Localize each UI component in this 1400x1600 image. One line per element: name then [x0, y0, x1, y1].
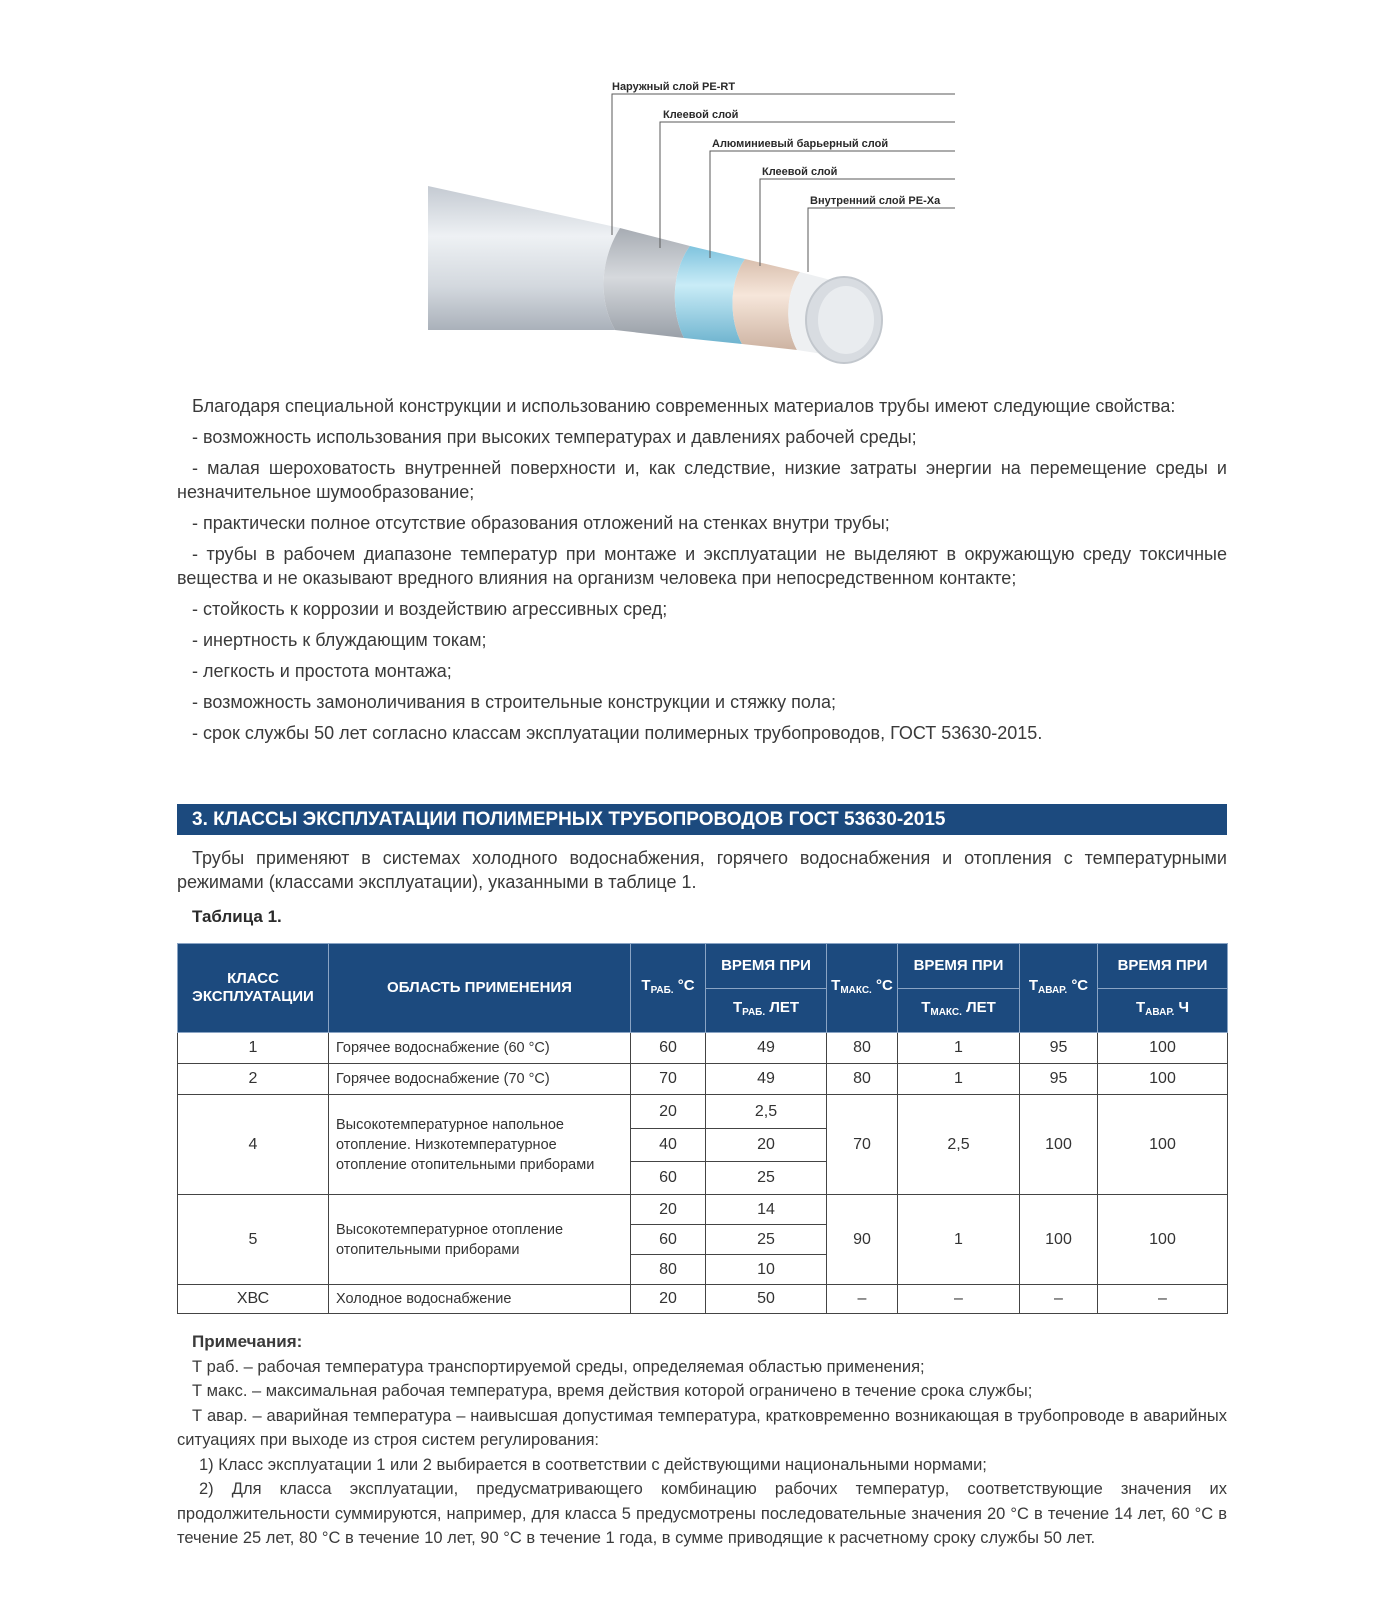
table-row — [178, 1064, 1228, 1095]
cell-time-emergency: 100 — [1098, 1195, 1228, 1285]
property-item: - возможность замоноличивания в строительные конструкции и стяжку пола; — [192, 692, 837, 712]
cell-t-emergency: 100 — [1020, 1095, 1098, 1195]
header-time-emergency-unit: $Т_{АВАР.}$ Ч — [1098, 989, 1228, 1033]
cell-time-max: – — [898, 1285, 1020, 1314]
table-caption: Таблица 1. — [192, 907, 282, 926]
cell-time-work: 50 — [706, 1285, 827, 1314]
section-heading: 3. КЛАССЫ ЭКСПЛУАТАЦИИ ПОЛИМЕРНЫХ ТРУБОПРОВОДОВ ГОСТ 53630-2015 — [177, 804, 1227, 835]
cell-area: Горячее водоснабжение (70 °С) — [329, 1064, 631, 1095]
properties-intro: Благодаря специальной конструкции и использованию современных материалов трубы имеют следующие свойства: — [192, 396, 1176, 416]
cell-t-work: 20 — [631, 1095, 706, 1129]
table-row — [178, 1285, 1228, 1314]
cell-t-work: 60 — [631, 1033, 706, 1064]
cell-area: Высокотемпературное напольное отопление. Низкотемпературное отопление отопительными приборами — [329, 1095, 631, 1195]
cell-time-work: 49 — [706, 1064, 827, 1095]
cell-time-max: 1 — [898, 1195, 1020, 1285]
cell-t-emergency: – — [1020, 1285, 1098, 1314]
cell-t-max: 70 — [827, 1095, 898, 1195]
table-row — [178, 1195, 1228, 1225]
cell-time-work: 25 — [706, 1162, 827, 1195]
note-line: Т макс. – максимальная рабочая температура, время действия которой ограничено в течение срока службы; — [192, 1382, 1033, 1400]
cell-t-work: 40 — [631, 1129, 706, 1162]
cell-t-work: 70 — [631, 1064, 706, 1095]
section-intro: Трубы применяют в системах холодного водоснабжения, горячего водоснабжения и отопления с температурными режимами (классами эксплуатации), указанными в таблице 1. — [177, 848, 1227, 892]
cell-t-max: 90 — [827, 1195, 898, 1285]
cell-t-emergency: 100 — [1020, 1195, 1098, 1285]
notes-title: Примечания: — [192, 1332, 303, 1351]
cell-area: Горячее водоснабжение (60 °С) — [329, 1033, 631, 1064]
header-t-work: $Т_{РАБ.}$ °С — [631, 944, 706, 1033]
cell-t-max: 80 — [827, 1064, 898, 1095]
header-time-max-unit: $Т_{МАКС.}$ ЛЕТ — [898, 989, 1020, 1033]
cell-t-work: 20 — [631, 1285, 706, 1314]
cell-time-work: 14 — [706, 1195, 827, 1225]
notes-block — [177, 1330, 1227, 1551]
label-inner-layer: Внутренний слой PE-Xa — [810, 195, 941, 207]
cell-time-emergency: 100 — [1098, 1095, 1228, 1195]
header-time-at-work: ВРЕМЯ ПРИ — [706, 944, 827, 989]
property-item: - инертность к блуждающим токам; — [192, 630, 487, 650]
cell-area: Высокотемпературное отопление отопительными приборами — [329, 1195, 631, 1285]
cell-class: 5 — [178, 1195, 329, 1285]
cell-t-max: – — [827, 1285, 898, 1314]
properties-block — [177, 394, 1227, 752]
header-time-at-max: ВРЕМЯ ПРИ — [898, 944, 1020, 989]
cell-area: Холодное водоснабжение — [329, 1285, 631, 1314]
cell-time-max: 1 — [898, 1064, 1020, 1095]
cell-t-work: 20 — [631, 1195, 706, 1225]
cell-time-emergency: – — [1098, 1285, 1228, 1314]
cell-t-emergency: 95 — [1020, 1064, 1098, 1095]
property-item: - срок службы 50 лет согласно классам эксплуатации полимерных трубопроводов, ГОСТ 53630-2015. — [192, 723, 1043, 743]
pipe-layers-diagram — [0, 0, 1400, 390]
table-row — [178, 1033, 1228, 1064]
outer-layer-shape — [428, 186, 620, 330]
header-time-at-emergency: ВРЕМЯ ПРИ — [1098, 944, 1228, 989]
header-area: ОБЛАСТЬ ПРИМЕНЕНИЯ — [329, 944, 631, 1033]
header-class: КЛАСС ЭКСПЛУАТАЦИИ — [178, 944, 329, 1033]
cell-time-max: 1 — [898, 1033, 1020, 1064]
cell-class: ХВС — [178, 1285, 329, 1314]
cell-time-max: 2,5 — [898, 1095, 1020, 1195]
note-line: 2) Для класса эксплуатации, предусматривающего комбинацию рабочих температур, соответствующие значения их продолжительности суммируются, например, для класса 5 предусмотрены последовательные значения 20 °С в течение 14 лет, 60 °С в течение 25 лет, 80 °С в течение 10 лет, 90 °С в течение 1 года, в сумме приводящие к расчетному сроку службы 50 лет. — [177, 1480, 1227, 1547]
property-item: - трубы в рабочем диапазоне температур при монтаже и эксплуатации не выделяют в окружающую среду токсичные вещества и не оказывают вредного влияния на организм человека при непосредственном контакте; — [177, 544, 1227, 588]
header-time-work-unit: $Т_{РАБ.}$ ЛЕТ — [706, 989, 827, 1033]
cell-class: 2 — [178, 1064, 329, 1095]
header-t-emergency: $Т_{АВАР.}$ °С — [1020, 944, 1098, 1033]
property-item: - практически полное отсутствие образования отложений на стенках внутри трубы; — [192, 513, 890, 533]
label-adhesive-layer-1: Клеевой слой — [663, 109, 739, 121]
table-row — [178, 1095, 1228, 1129]
cell-time-work: 2,5 — [706, 1095, 827, 1129]
label-adhesive-layer-2: Клеевой слой — [762, 166, 838, 178]
cell-t-work: 80 — [631, 1255, 706, 1285]
property-item: - малая шероховатость внутренней поверхности и, как следствие, низкие затраты энергии на перемещение среды и незначительное шумообразование; — [177, 458, 1227, 502]
cell-time-work: 25 — [706, 1225, 827, 1255]
cell-t-work: 60 — [631, 1162, 706, 1195]
cell-t-emergency: 95 — [1020, 1033, 1098, 1064]
note-line: 1) Класс эксплуатации 1 или 2 выбирается в соответствии с действующими национальными нормами; — [199, 1455, 987, 1474]
cell-t-max: 80 — [827, 1033, 898, 1064]
cell-class: 1 — [178, 1033, 329, 1064]
cell-time-work: 10 — [706, 1255, 827, 1285]
note-line: Т раб. – рабочая температура транспортируемой среды, определяемая областью применения; — [192, 1357, 925, 1376]
property-item: - легкость и простота монтажа; — [192, 661, 452, 681]
property-item: - стойкость к коррозии и воздействию агрессивных сред; — [192, 599, 668, 619]
operating-classes-table — [177, 943, 1228, 1314]
cell-class: 4 — [178, 1095, 329, 1195]
cell-time-work: 20 — [706, 1129, 827, 1162]
cell-time-emergency: 100 — [1098, 1033, 1228, 1064]
label-outer-layer: Наружный слой PE-RT — [612, 81, 736, 93]
header-t-max: $Т_{МАКС.}$ °С — [827, 944, 898, 1033]
note-line: Т авар. – аварийная температура – наивысшая допустимая температура, кратковременно возникающая в трубопроводе в аварийных ситуациях при выходе из строя систем регулирования: — [177, 1406, 1227, 1449]
cell-time-emergency: 100 — [1098, 1064, 1228, 1095]
cell-time-work: 49 — [706, 1033, 827, 1064]
label-aluminium-layer: Алюминиевый барьерный слой — [712, 138, 889, 150]
cell-t-work: 60 — [631, 1225, 706, 1255]
property-item: - возможность использования при высоких температурах и давлениях рабочей среды; — [192, 427, 917, 447]
